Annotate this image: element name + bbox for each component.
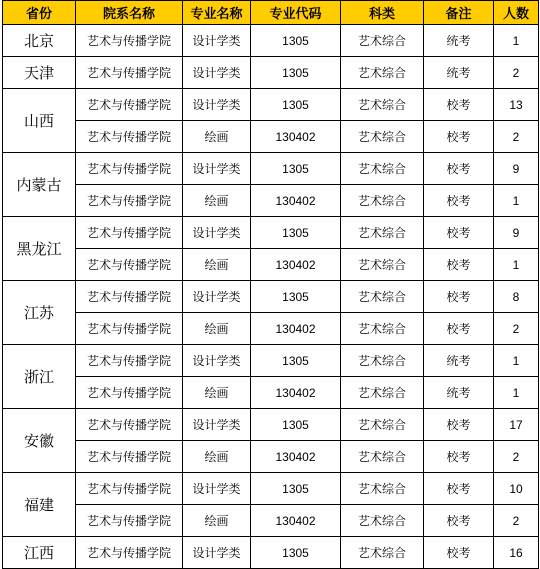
header-note: 备注 <box>424 1 494 25</box>
table-row <box>3 441 539 473</box>
category-cell: 艺术综合 <box>341 441 424 473</box>
header-code: 专业代码 <box>251 1 341 25</box>
count-cell: 2 <box>494 505 539 537</box>
code-cell: 1305 <box>251 89 341 121</box>
code-cell: 130402 <box>251 377 341 409</box>
note-cell: 校考 <box>424 313 494 345</box>
province-cell: 黑龙江 <box>3 217 76 281</box>
college-cell: 艺术与传播学院 <box>76 185 183 217</box>
count-cell: 1 <box>494 185 539 217</box>
province-cell: 天津 <box>3 57 76 89</box>
note-cell: 校考 <box>424 89 494 121</box>
count-cell: 2 <box>494 313 539 345</box>
college-cell: 艺术与传播学院 <box>76 409 183 441</box>
college-cell: 艺术与传播学院 <box>76 473 183 505</box>
college-cell: 艺术与传播学院 <box>76 377 183 409</box>
major-cell: 设计学类 <box>183 57 251 89</box>
major-cell: 设计学类 <box>183 345 251 377</box>
count-cell: 16 <box>494 537 539 569</box>
college-cell: 艺术与传播学院 <box>76 537 183 569</box>
major-cell: 设计学类 <box>183 217 251 249</box>
note-cell: 校考 <box>424 121 494 153</box>
category-cell: 艺术综合 <box>341 281 424 313</box>
table-row <box>3 249 539 281</box>
category-cell: 艺术综合 <box>341 217 424 249</box>
table-row <box>3 505 539 537</box>
note-cell: 校考 <box>424 473 494 505</box>
note-cell: 校考 <box>424 441 494 473</box>
category-cell: 艺术综合 <box>341 537 424 569</box>
major-cell: 设计学类 <box>183 537 251 569</box>
category-cell: 艺术综合 <box>341 377 424 409</box>
college-cell: 艺术与传播学院 <box>76 89 183 121</box>
table-row <box>3 345 539 377</box>
province-cell: 山西 <box>3 89 76 153</box>
table-row <box>3 185 539 217</box>
category-cell: 艺术综合 <box>341 25 424 57</box>
count-cell: 2 <box>494 121 539 153</box>
count-cell: 2 <box>494 57 539 89</box>
table-body <box>3 25 539 569</box>
category-cell: 艺术综合 <box>341 185 424 217</box>
college-cell: 艺术与传播学院 <box>76 57 183 89</box>
header-college: 院系名称 <box>76 1 183 25</box>
major-cell: 设计学类 <box>183 153 251 185</box>
table-row <box>3 409 539 441</box>
code-cell: 130402 <box>251 249 341 281</box>
table-row <box>3 121 539 153</box>
count-cell: 10 <box>494 473 539 505</box>
table-row <box>3 281 539 313</box>
table-row <box>3 377 539 409</box>
note-cell: 校考 <box>424 185 494 217</box>
major-cell: 绘画 <box>183 441 251 473</box>
note-cell: 校考 <box>424 217 494 249</box>
table-row <box>3 537 539 569</box>
code-cell: 130402 <box>251 441 341 473</box>
college-cell: 艺术与传播学院 <box>76 121 183 153</box>
category-cell: 艺术综合 <box>341 345 424 377</box>
code-cell: 1305 <box>251 473 341 505</box>
header-major: 专业名称 <box>183 1 251 25</box>
college-cell: 艺术与传播学院 <box>76 313 183 345</box>
category-cell: 艺术综合 <box>341 249 424 281</box>
major-cell: 绘画 <box>183 313 251 345</box>
enrollment-table <box>2 0 539 569</box>
major-cell: 设计学类 <box>183 25 251 57</box>
table-row <box>3 153 539 185</box>
count-cell: 8 <box>494 281 539 313</box>
major-cell: 绘画 <box>183 185 251 217</box>
province-cell: 浙江 <box>3 345 76 409</box>
header-row <box>3 1 539 25</box>
category-cell: 艺术综合 <box>341 409 424 441</box>
code-cell: 130402 <box>251 313 341 345</box>
major-cell: 设计学类 <box>183 409 251 441</box>
college-cell: 艺术与传播学院 <box>76 505 183 537</box>
province-cell: 北京 <box>3 25 76 57</box>
major-cell: 绘画 <box>183 377 251 409</box>
category-cell: 艺术综合 <box>341 313 424 345</box>
table-row <box>3 473 539 505</box>
major-cell: 设计学类 <box>183 473 251 505</box>
province-cell: 内蒙古 <box>3 153 76 217</box>
count-cell: 1 <box>494 249 539 281</box>
major-cell: 绘画 <box>183 121 251 153</box>
header-category: 科类 <box>341 1 424 25</box>
major-cell: 绘画 <box>183 505 251 537</box>
college-cell: 艺术与传播学院 <box>76 441 183 473</box>
code-cell: 1305 <box>251 25 341 57</box>
note-cell: 校考 <box>424 249 494 281</box>
college-cell: 艺术与传播学院 <box>76 217 183 249</box>
code-cell: 1305 <box>251 409 341 441</box>
note-cell: 统考 <box>424 57 494 89</box>
note-cell: 校考 <box>424 409 494 441</box>
table-row <box>3 313 539 345</box>
code-cell: 130402 <box>251 185 341 217</box>
count-cell: 1 <box>494 345 539 377</box>
college-cell: 艺术与传播学院 <box>76 153 183 185</box>
note-cell: 校考 <box>424 153 494 185</box>
category-cell: 艺术综合 <box>341 57 424 89</box>
count-cell: 2 <box>494 441 539 473</box>
code-cell: 1305 <box>251 217 341 249</box>
major-cell: 设计学类 <box>183 89 251 121</box>
code-cell: 1305 <box>251 345 341 377</box>
college-cell: 艺术与传播学院 <box>76 281 183 313</box>
header-count: 人数 <box>494 1 539 25</box>
province-cell: 江苏 <box>3 281 76 345</box>
table-row <box>3 57 539 89</box>
code-cell: 1305 <box>251 57 341 89</box>
code-cell: 1305 <box>251 153 341 185</box>
note-cell: 统考 <box>424 377 494 409</box>
count-cell: 9 <box>494 217 539 249</box>
note-cell: 校考 <box>424 505 494 537</box>
code-cell: 130402 <box>251 505 341 537</box>
table-row <box>3 89 539 121</box>
count-cell: 9 <box>494 153 539 185</box>
category-cell: 艺术综合 <box>341 89 424 121</box>
note-cell: 校考 <box>424 537 494 569</box>
count-cell: 13 <box>494 89 539 121</box>
province-cell: 安徽 <box>3 409 76 473</box>
college-cell: 艺术与传播学院 <box>76 25 183 57</box>
category-cell: 艺术综合 <box>341 121 424 153</box>
major-cell: 设计学类 <box>183 281 251 313</box>
header-province: 省份 <box>3 1 76 25</box>
code-cell: 1305 <box>251 537 341 569</box>
count-cell: 1 <box>494 25 539 57</box>
note-cell: 统考 <box>424 345 494 377</box>
category-cell: 艺术综合 <box>341 473 424 505</box>
note-cell: 统考 <box>424 25 494 57</box>
code-cell: 1305 <box>251 281 341 313</box>
province-cell: 福建 <box>3 473 76 537</box>
college-cell: 艺术与传播学院 <box>76 345 183 377</box>
table-row <box>3 25 539 57</box>
count-cell: 1 <box>494 377 539 409</box>
code-cell: 130402 <box>251 121 341 153</box>
category-cell: 艺术综合 <box>341 153 424 185</box>
table-row <box>3 217 539 249</box>
note-cell: 校考 <box>424 281 494 313</box>
count-cell: 17 <box>494 409 539 441</box>
province-cell: 江西 <box>3 537 76 569</box>
college-cell: 艺术与传播学院 <box>76 249 183 281</box>
major-cell: 绘画 <box>183 249 251 281</box>
category-cell: 艺术综合 <box>341 505 424 537</box>
